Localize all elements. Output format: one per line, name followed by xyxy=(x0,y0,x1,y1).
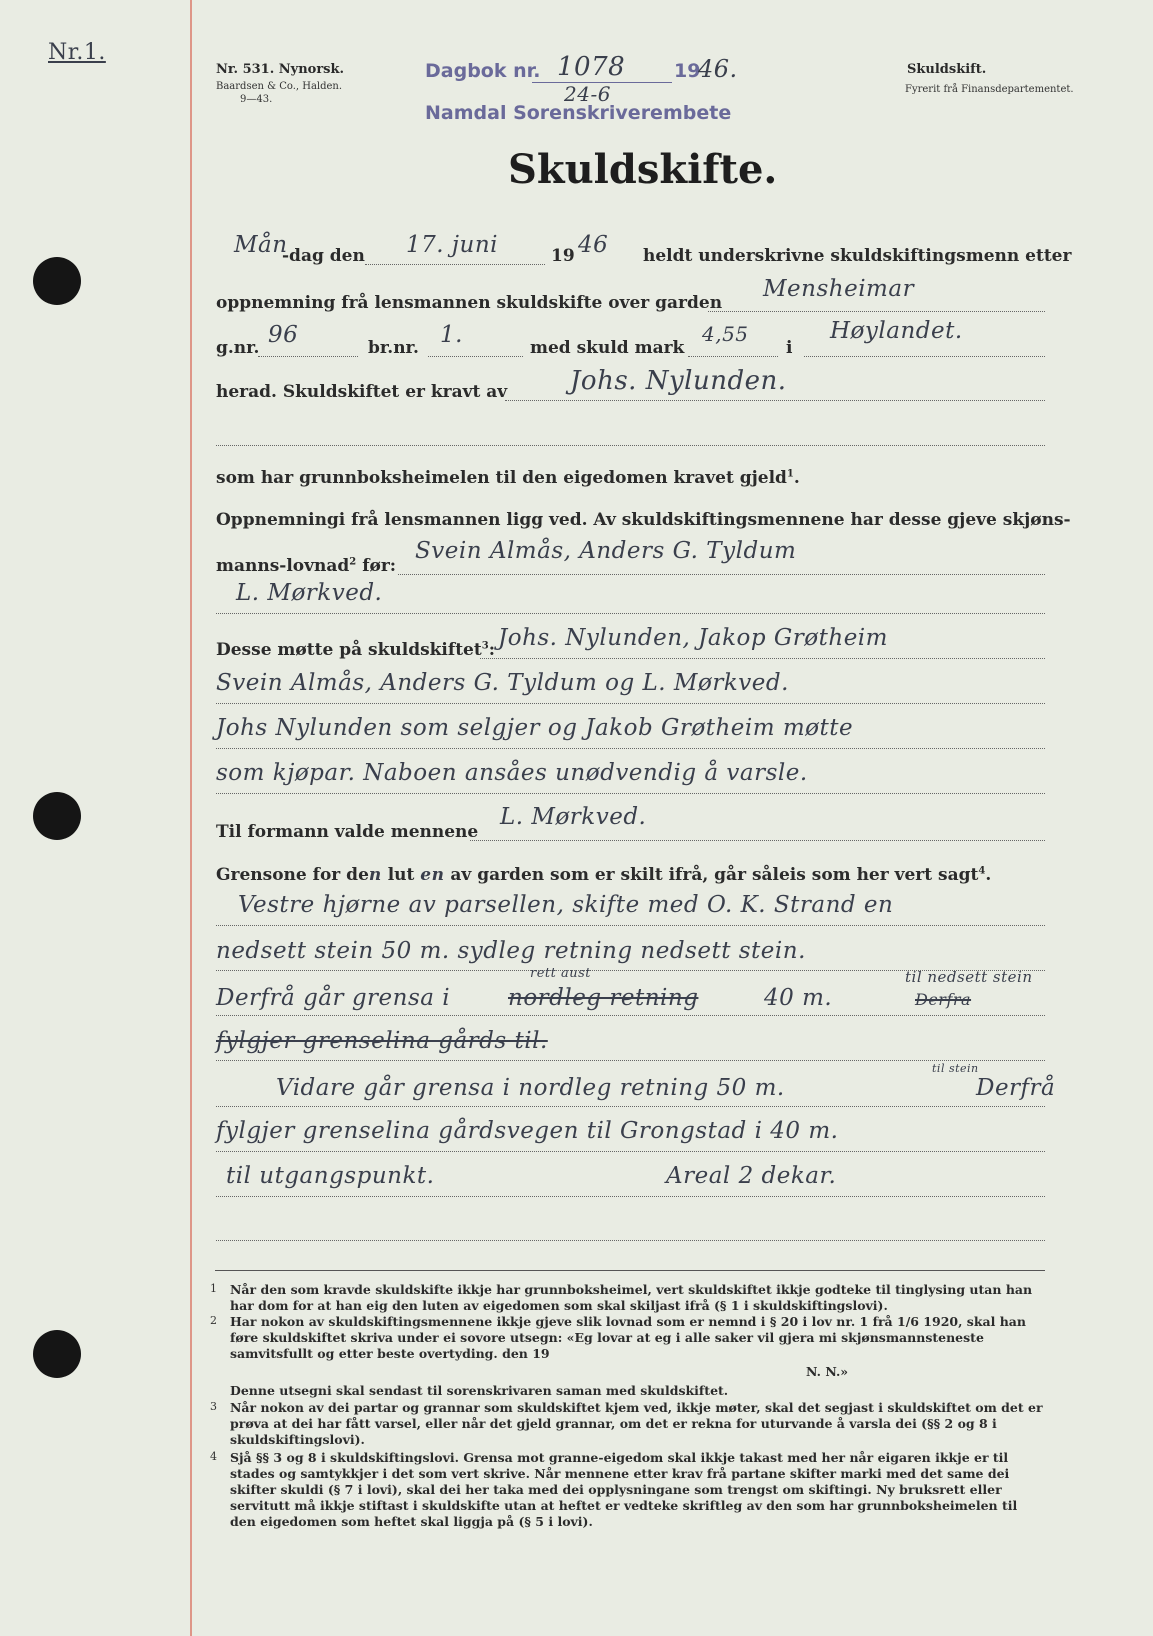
year-handwritten: 46 xyxy=(578,232,609,258)
mote-handwritten-3: Johs Nylunden som selgjer og Jakob Grøtheim møtte xyxy=(216,715,854,741)
desc-line-3b: 40 m. xyxy=(764,985,833,1011)
herad-handwritten: Høylandet. xyxy=(830,318,963,344)
desc-rule-7 xyxy=(216,1196,1045,1197)
desc-line-3-struck: nordleg retning xyxy=(508,985,699,1011)
bnr-handwritten: 1. xyxy=(440,322,463,348)
footnote-rule xyxy=(215,1270,1045,1271)
lovnad-line-2 xyxy=(216,613,1045,614)
print-date: 9—43. xyxy=(240,94,273,105)
mote-handwritten-2: Svein Almås, Anders G. Tyldum og L. Mørkved. xyxy=(216,670,789,696)
corner-label: Nr.1. xyxy=(48,40,106,65)
desc-line-2: nedsett stein 50 m. sydleg retning nedsett stein. xyxy=(216,938,806,964)
skuld-label: med skuld mark xyxy=(530,338,685,358)
line2-text: oppnemning frå lensmannen skuldskifte over garden xyxy=(216,293,723,313)
lovnad-handwritten-2: L. Mørkved. xyxy=(236,580,383,606)
form-number: Nr. 531. Nynorsk. xyxy=(216,62,345,77)
day-label: -dag den xyxy=(282,246,365,266)
desc-rule-4 xyxy=(216,1060,1045,1061)
herad-line xyxy=(804,356,1045,357)
year-prefix: 19 xyxy=(551,246,575,266)
punch-hole xyxy=(33,1330,81,1378)
stamp-year-suffix: 46. xyxy=(698,55,738,83)
desc-line-3-insert2: til nedsett stein xyxy=(905,968,1033,986)
desc-rule-5 xyxy=(216,1106,1045,1107)
i-label: i xyxy=(786,338,793,358)
farm-handwritten: Mensheimar xyxy=(763,276,915,302)
grense-text: Grensone for den lut en av garden som er skilt ifrå, går såleis som her vert sagt$^4$. xyxy=(216,865,992,885)
page-title: Skuldskifte. xyxy=(508,146,778,193)
desc-line-1: Vestre hjørne av parsellen, skifte med O. K. Strand en xyxy=(238,892,894,918)
desc-line-5-insert: til stein xyxy=(932,1062,979,1075)
footnote-number: 1 xyxy=(210,1282,217,1295)
footnote-number: 4 xyxy=(210,1450,217,1463)
desc-rule-6 xyxy=(216,1151,1045,1152)
stamp-office: Namdal Sorenskriverembete xyxy=(425,102,732,124)
areal-text: Areal 2 dekar. xyxy=(666,1163,837,1189)
desc-line-7: til utgangspunkt. xyxy=(226,1163,435,1189)
day-handwritten: Mån xyxy=(234,232,288,258)
mote-handwritten-1: Johs. Nylunden, Jakop Grøtheim xyxy=(498,625,888,651)
kravt-handwritten: Johs. Nylunden. xyxy=(570,366,787,396)
footnote-2-note: Denne utsegni skal sendast til sorenskrivaren saman med skuldskiftet. xyxy=(230,1383,729,1398)
footnote-3: Når nokon av dei partar og grannar som skuldskiftet kjem ved, ikkje møter, skal det segjast i skuldskiftet om det er prøva at dei har fått varsel, eller når det gjeld grannar, om det er rekna for uturvande å varsla dei (§§ 2 og 8 i skuldskiftingslovi). xyxy=(230,1400,1043,1447)
stamp-date: 24-6 xyxy=(564,82,611,106)
dagbok-number: 1078 xyxy=(557,52,626,82)
date-handwritten: 17. juni xyxy=(406,232,499,258)
desc-line-5b: Derfrå xyxy=(976,1075,1056,1101)
mote-handwritten-4: som kjøpar. Naboen ansåes unødvendig å varsle. xyxy=(216,760,808,786)
desc-line-3-struck2: Derfra xyxy=(915,990,972,1009)
oppnemning-text: Oppnemningi frå lensmannen ligg ved. Av skuldskiftingsmennene har desse gjeve skjøns- xyxy=(216,510,1071,530)
desc-line-3a: Derfrå går grensa i xyxy=(216,985,451,1011)
kravt-line xyxy=(505,400,1045,401)
farm-line xyxy=(708,311,1045,312)
lovnad-label: manns-lovnad$^2$ før: xyxy=(216,556,397,576)
desc-line-6: fylgjer grenselina gårdsvegen til Grongstad i 40 m. xyxy=(216,1118,839,1144)
dagbok-label: Dagbok nr. xyxy=(425,60,541,82)
skuld-line xyxy=(688,356,778,357)
formann-label: Til formann valde mennene xyxy=(216,822,479,842)
footnote-1: Når den som kravde skuldskifte ikkje har grunnboksheimel, vert skuldskiftet ikkje godteke til tinglysing utan han har dom for at han eig den luten av eigedomen som skal skiljast ifrå (§ 1 i skuldskiftingslovi). xyxy=(230,1282,1033,1313)
header-right-subtitle: Fyrerit frå Finansdepartementet. xyxy=(905,84,1074,95)
mote-label: Desse møtte på skuldskiftet$^3$: xyxy=(216,640,495,660)
gnr-handwritten: 96 xyxy=(268,322,299,348)
punch-hole xyxy=(33,792,81,840)
skuld-handwritten: 4,55 xyxy=(702,322,749,346)
punch-hole xyxy=(33,257,81,305)
footnote-4: Sjå §§ 3 og 8 i skuldskiftingslovi. Grensa mot granne-eigedom skal ikkje takast med her når eigaren ikkje er til stades og samtykkjer i det som vert skrive. Når mennene etter krav frå partane skifter marki med det same dei skifter skuldi (§ 7 i lovi), skal dei her taka med dei opplysningane som trengst om skiftingi. Ny bruksrett eller servitutt må ikkje stiftast i skuldskifte utan at heftet er vedteke skriftleg av den som har grunnboksheimelen til den eigedomen som heftet skal liggja på (§ 5 i lovi). xyxy=(230,1450,1018,1529)
mote-line-1 xyxy=(480,658,1045,659)
desc-rule-1 xyxy=(216,925,1045,926)
mote-line-4 xyxy=(216,793,1045,794)
desc-line-4-struck: fylgjer grenselina gårds til. xyxy=(216,1028,548,1054)
herad-label: herad. Skuldskiftet er kravt av xyxy=(216,382,508,402)
lovnad-line-1 xyxy=(398,574,1045,575)
mote-line-3 xyxy=(216,748,1045,749)
footnote-2: Har nokon av skuldskiftingsmennene ikkje gjeve slik lovnad som er nemnd i § 20 i lov nr. 1 frå 1/6 1920, skal han føre skuldskiftet skriva under ei sovore utsegn: «Eg lovar at eg i alle saker vil gjera mi skjønsmannsteneste samvitsfullt og etter beste overtyding. den 19 xyxy=(230,1314,1026,1361)
lovnad-handwritten-1: Svein Almås, Anders G. Tyldum xyxy=(415,538,797,564)
grunnbok-text: som har grunnboksheimelen til den eigedomen kravet gjeld$^1$. xyxy=(216,468,800,488)
date-line xyxy=(365,264,545,265)
line1-text: heldt underskrivne skuldskiftingsmenn etter xyxy=(643,246,1072,266)
margin-line xyxy=(190,0,192,1636)
header-right-title: Skuldskift. xyxy=(907,62,987,77)
footnote-number: 2 xyxy=(210,1314,217,1327)
formann-handwritten: L. Mørkved. xyxy=(500,804,647,830)
mote-line-2 xyxy=(216,703,1045,704)
gnr-line xyxy=(258,356,358,357)
bnr-line xyxy=(428,356,523,357)
gnr-label: g.nr. xyxy=(216,338,260,358)
desc-rule-8 xyxy=(216,1240,1045,1241)
blank-line xyxy=(216,445,1045,446)
bnr-label: br.nr. xyxy=(368,338,419,358)
footnote-signature: N. N.» xyxy=(806,1364,849,1379)
desc-line-3-insert: rett aust xyxy=(530,966,592,981)
desc-rule-3 xyxy=(216,1015,1045,1016)
desc-line-5: Vidare går grensa i nordleg retning 50 m. xyxy=(276,1075,785,1101)
stamp-year-prefix: 19 xyxy=(674,60,701,82)
footnote-number: 3 xyxy=(210,1400,217,1413)
printer-name: Baardsen & Co., Halden. xyxy=(216,81,343,92)
formann-line xyxy=(470,840,1045,841)
